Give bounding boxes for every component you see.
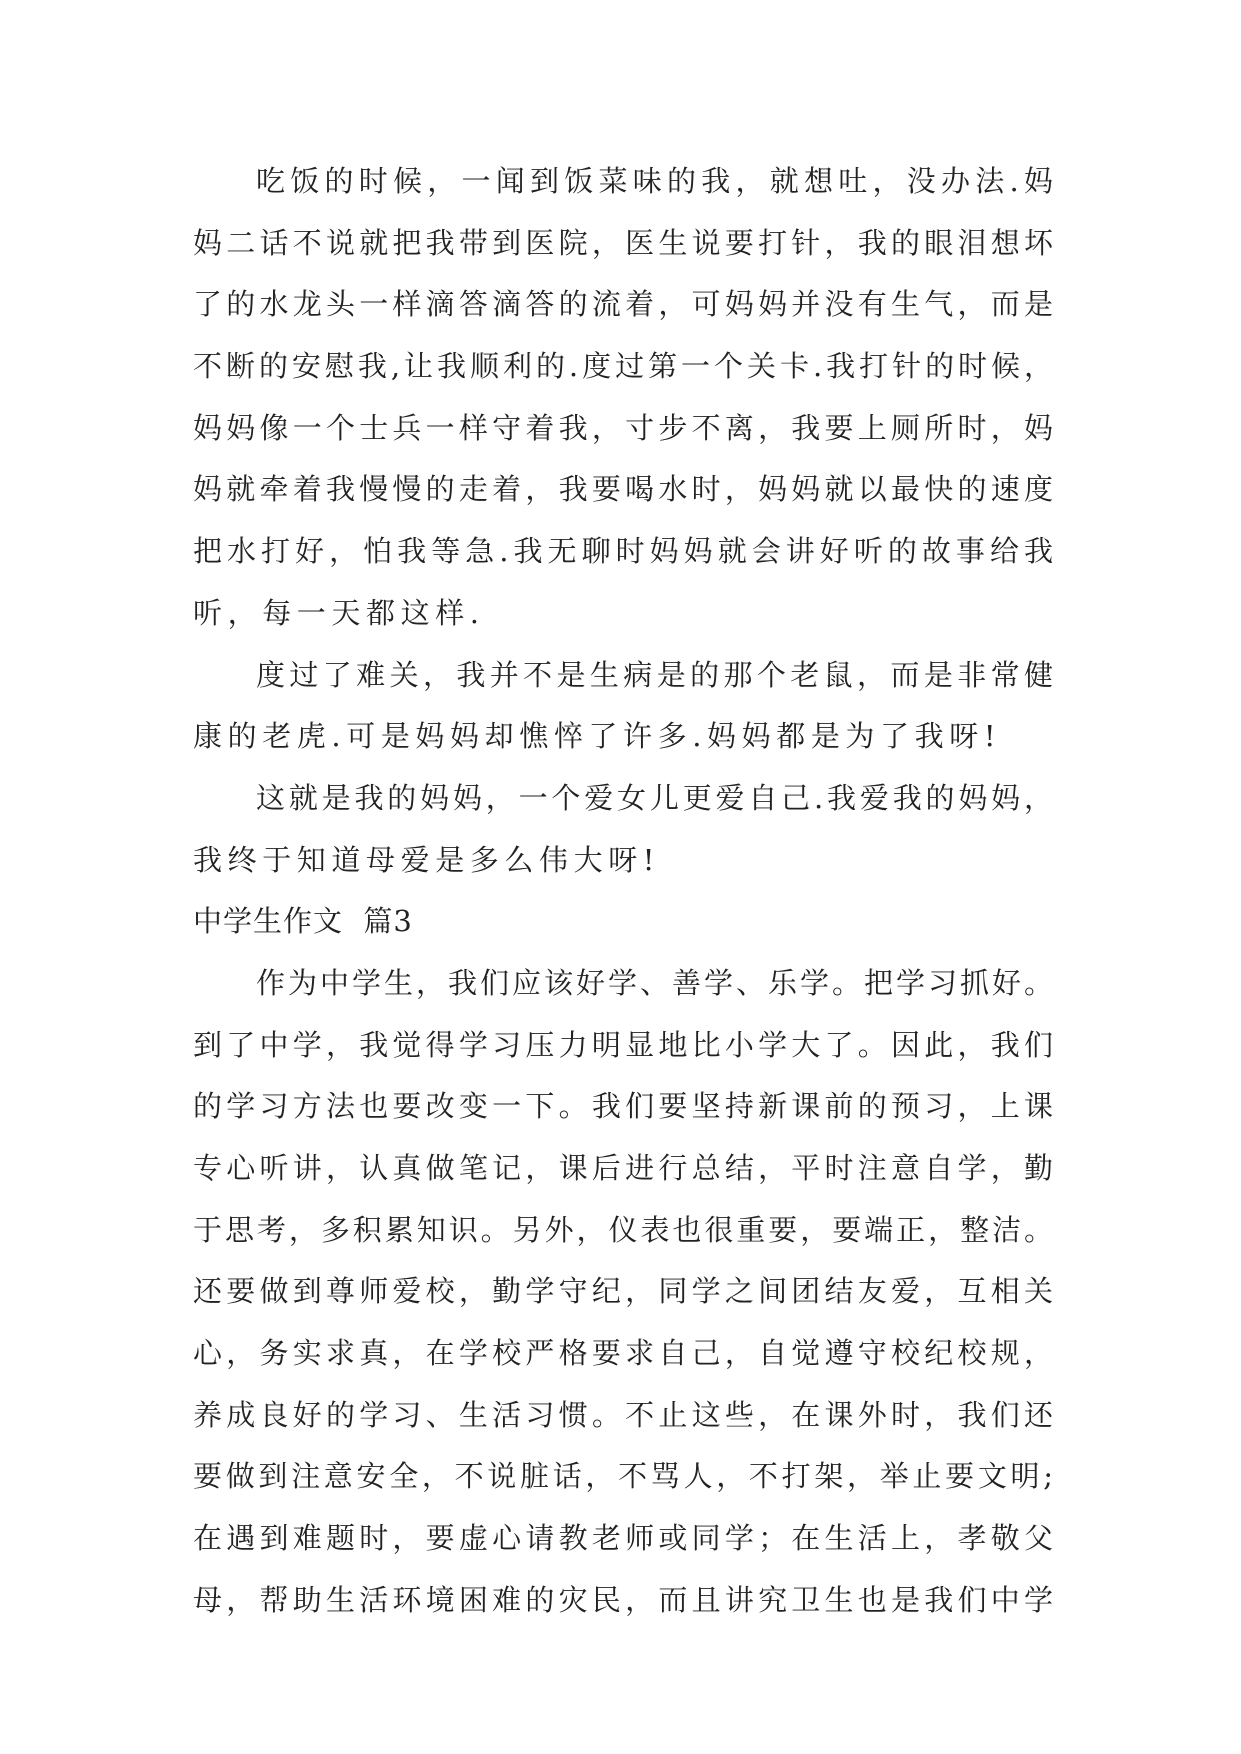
text-line: 把水打好，怕我等急.我无聊时妈妈就会讲好听的故事给我	[193, 534, 1053, 569]
text-line: 还要做到尊师爱校，勤学守纪，同学之间团结友爱，互相关	[193, 1274, 1053, 1309]
text-line: 我终于知道母爱是多么伟大呀!	[193, 842, 661, 877]
text-line: 到了中学，我觉得学习压力明显地比小学大了。因此，我们	[193, 1027, 1053, 1062]
section-heading: 中学生作文 篇3	[193, 904, 413, 939]
text-line: 妈二话不说就把我带到医院，医生说要打针，我的眼泪想坏	[193, 225, 1053, 260]
text-line: 心，务实求真，在学校严格要求自己，自觉遵守校纪校规，	[193, 1336, 1053, 1371]
text-line: 妈就牵着我慢慢的走着，我要喝水时，妈妈就以最快的速度	[193, 472, 1053, 507]
document-body	[193, 162, 1053, 1643]
text-line: 母，帮助生活环境困难的灾民，而且讲究卫生也是我们中学	[193, 1582, 1053, 1617]
text-line: 要做到注意安全，不说脏话，不骂人，不打架，举止要文明;	[193, 1459, 1053, 1494]
text-line: 了的水龙头一样滴答滴答的流着，可妈妈并没有生气，而是	[193, 287, 1053, 322]
text-line: 专心听讲，认真做笔记，课后进行总结，平时注意自学，勤	[193, 1151, 1053, 1185]
text-line: 养成良好的学习、生活习惯。不止这些，在课外时，我们还	[193, 1397, 1053, 1432]
text-line: 于思考，多积累知识。另外，仪表也很重要，要端正，整洁。	[193, 1212, 1053, 1247]
text-line: 在遇到难题时，要虚心请教老师或同学；在生活上，孝敬父	[193, 1521, 1053, 1556]
text-line: 康的老虎.可是妈妈却憔悴了许多.妈妈都是为了我呀!	[193, 719, 1002, 754]
paragraph	[193, 964, 1053, 1643]
text-line: 听，每一天都这样.	[193, 595, 485, 630]
paragraph	[193, 656, 1053, 779]
text-line: 这就是我的妈妈，一个爱女儿更爱自己.我爱我的妈妈，	[256, 780, 1053, 815]
paragraph	[193, 779, 1053, 902]
text-line: 度过了难关，我并不是生病是的那个老鼠，而是非常健	[256, 657, 1053, 692]
text-line: 吃饭的时候，一闻到饭菜味的我，就想吐，没办法.妈	[256, 164, 1053, 198]
text-line: 的学习方法也要改变一下。我们要坚持新课前的预习，上课	[193, 1089, 1053, 1124]
text-line: 不断的安慰我,让我顺利的.度过第一个关卡.我打针的时候，	[193, 349, 1053, 384]
paragraph	[193, 162, 1053, 656]
text-line: 作为中学生，我们应该好学、善学、乐学。把学习抓好。	[256, 965, 1053, 1000]
text-line: 妈妈像一个士兵一样守着我，寸步不离，我要上厕所时，妈	[193, 410, 1053, 445]
